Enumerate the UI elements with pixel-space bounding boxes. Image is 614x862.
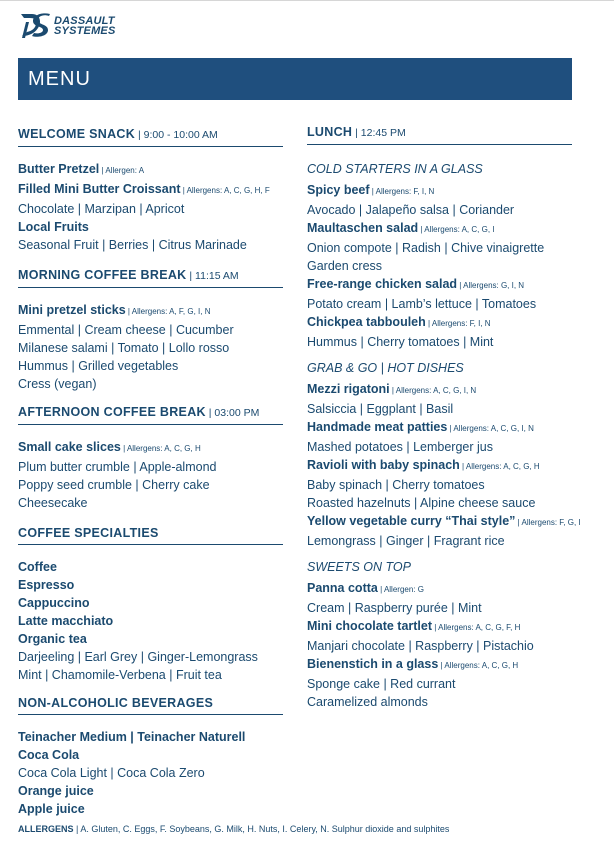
item-text: Plum butter crumble | Apple-almond [18, 460, 217, 474]
section-time: | 9:00 - 10:00 AM [135, 129, 218, 141]
menu-item [307, 219, 572, 239]
item-text: Cappuccino [18, 596, 90, 610]
section-title: MORNING COFFEE BREAK [18, 268, 187, 282]
menu-item-description [307, 400, 572, 418]
allergen-legend-text: | A. Gluten, C. Eggs, F. Soybeans, G. Milk, H. Nuts, I. Celery, N. Sulphur dioxide and sulphites [73, 824, 450, 834]
allergen-note: | Allergens: A, F, G, I, N [125, 307, 211, 316]
allergen-note: | Allergens: A, C, G, I [418, 225, 495, 234]
menu-item [307, 512, 581, 532]
item-text: Lemongrass | Ginger | Fragrant rice [307, 534, 505, 548]
allergen-note: | Allergen: A [99, 166, 145, 175]
item-text: Mezzi rigatoni [307, 382, 390, 396]
item-text: Coffee [18, 560, 57, 574]
section-divider [18, 424, 283, 425]
allergen-note: | Allergens: F, I, N [369, 187, 435, 196]
item-text: Spicy beef [307, 183, 370, 197]
item-text: Coca Cola Light | Coca Cola Zero [18, 766, 205, 780]
item-text: Caramelized almonds [307, 695, 428, 709]
menu-item-description [18, 666, 283, 684]
subsection-title: SWEETS ON TOP [307, 560, 411, 574]
allergen-note: | Allergens: A, C, G, H [120, 444, 201, 453]
menu-item [18, 160, 283, 180]
section-divider [18, 146, 283, 147]
brand-wordmark [54, 16, 116, 36]
item-text: Sponge cake | Red currant [307, 677, 456, 691]
item-text: Milanese salami | Tomato | Lollo rosso [18, 341, 230, 355]
section-time: | 11:15 AM [186, 270, 239, 282]
section-divider [18, 544, 283, 545]
section-divider [18, 287, 283, 288]
menu-item [307, 617, 572, 637]
menu-item-description [307, 239, 572, 257]
section-title: COFFEE SPECIALTIES [18, 526, 159, 540]
item-text: Orange juice [18, 784, 94, 798]
lunch-group [307, 559, 572, 711]
menu-item [307, 275, 572, 295]
allergen-note: | Allergens: A, C, G, H [459, 462, 540, 471]
section-heading [307, 124, 572, 141]
brand-line1: DASSAULT [54, 15, 115, 27]
item-text: Chocolate | Marzipan | Apricot [18, 202, 185, 216]
lunch-group [307, 161, 572, 351]
menu-item [307, 380, 572, 400]
item-text: Cheesecake [18, 496, 88, 510]
brand-line2: SYSTEMES [54, 25, 116, 37]
allergen-note: | Allergens: G, I, N [457, 281, 525, 290]
menu-item-description [307, 693, 572, 711]
menu-item-description [18, 236, 283, 254]
item-text: Maultaschen salad [307, 221, 419, 235]
item-text: Poppy seed crumble | Cherry cake [18, 478, 210, 492]
item-text: Manjari chocolate | Raspberry | Pistachio [307, 639, 534, 653]
section-heading [18, 695, 283, 711]
menu-section [18, 695, 283, 818]
item-text: Chickpea tabbouleh [307, 315, 426, 329]
item-text: Latte macchiato [18, 614, 114, 628]
menu-item-description [307, 532, 572, 550]
section-divider [18, 714, 283, 715]
menu-item-description [18, 648, 283, 666]
menu-item-description [307, 257, 572, 275]
top-divider [0, 0, 614, 1]
section-heading [18, 525, 283, 541]
section-time: | 12:45 PM [352, 127, 406, 139]
item-text: Hummus | Grilled vegetables [18, 359, 179, 373]
item-text: Bienenstich in a glass [307, 657, 439, 671]
section-title: AFTERNOON COFFEE BREAK [18, 405, 206, 419]
item-text: Mashed potatoes | Lemberger jus [307, 440, 493, 454]
item-text: Coca Cola [18, 748, 80, 762]
menu-item-description [307, 599, 572, 617]
menu-item [307, 313, 572, 333]
item-text: Roasted hazelnuts | Alpine cheese sauce [307, 496, 536, 510]
menu-item [18, 438, 283, 458]
menu-item [18, 218, 283, 236]
menu-item [18, 301, 283, 321]
section-title: WELCOME SNACK [18, 127, 136, 141]
item-text: Espresso [18, 578, 75, 592]
menu-section [18, 126, 283, 254]
menu-item-description [307, 637, 572, 655]
allergen-note: | Allergens: A, C, G, I, N [389, 386, 477, 395]
menu-item-description [18, 375, 283, 393]
menu-item [18, 800, 283, 818]
brand-logo [18, 8, 158, 42]
menu-item-description [307, 494, 572, 512]
menu-item-description [18, 476, 283, 494]
allergen-note: | Allergens: F, G, I [515, 518, 581, 527]
allergen-note: | Allergen: G [377, 585, 424, 594]
menu-item-description [18, 339, 283, 357]
menu-item [18, 594, 283, 612]
item-text: Free-range chicken salad [307, 277, 458, 291]
lunch-group [307, 360, 581, 550]
menu-item [307, 418, 572, 438]
menu-item [307, 579, 572, 599]
section-title: NON-ALCOHOLIC BEVERAGES [18, 696, 214, 710]
item-text: Panna cotta [307, 581, 378, 595]
menu-item [307, 655, 572, 675]
menu-item [18, 576, 283, 594]
ds-logo-icon [18, 10, 52, 42]
section-heading [18, 404, 283, 421]
menu-item-description [307, 201, 572, 219]
section-heading [18, 267, 283, 284]
item-text: Mint | Chamomile-Verbena | Fruit tea [18, 668, 222, 682]
item-text: Seasonal Fruit | Berries | Citrus Marinade [18, 238, 247, 252]
right-column [307, 124, 581, 711]
item-text: Apple juice [18, 802, 85, 816]
menu-item [18, 630, 283, 648]
item-text: Hummus | Cherry tomatoes | Mint [307, 335, 494, 349]
allergen-note: | Allergens: A, C, G, I, N [447, 424, 534, 433]
item-text: Garden cress [307, 259, 383, 273]
menu-item-description [18, 458, 283, 476]
subsection-title: COLD STARTERS IN A GLASS [307, 162, 483, 176]
menu-item [18, 782, 283, 800]
allergen-note: | Allergens: A, C, G, F, H [432, 623, 521, 632]
item-text: Onion compote | Radish | Chive vinaigrette [307, 241, 545, 255]
menu-item-description [307, 333, 572, 351]
allergen-note: | Allergens: A, C, G, H [438, 661, 519, 670]
item-text: Small cake slices [18, 440, 121, 454]
menu-item [18, 180, 283, 200]
allergen-legend-label: ALLERGENS [18, 824, 74, 834]
item-text: Handmade meat patties [307, 420, 448, 434]
item-text: Local Fruits [18, 220, 89, 234]
menu-item [18, 558, 283, 576]
menu-banner [18, 58, 572, 100]
menu-section [18, 525, 283, 684]
menu-section [18, 404, 283, 512]
item-text: Cress (vegan) [18, 377, 97, 391]
section-divider [307, 144, 572, 145]
menu-item [18, 728, 283, 746]
item-text: Teinacher Medium | Teinacher Naturell [18, 730, 246, 744]
item-text: Salsiccia | Eggplant | Basil [307, 402, 454, 416]
menu-section [18, 267, 283, 393]
item-text: Baby spinach | Cherry tomatoes [307, 478, 485, 492]
item-text: Avocado | Jalapeño salsa | Coriander [307, 203, 515, 217]
menu-item-description [18, 321, 283, 339]
menu-item [18, 746, 283, 764]
menu-item [307, 181, 572, 201]
section-heading [18, 126, 283, 143]
item-text: Mini chocolate tartlet [307, 619, 433, 633]
item-text: Darjeeling | Earl Grey | Ginger-Lemongrass [18, 650, 258, 664]
menu-item-description [307, 476, 572, 494]
menu-item [18, 612, 283, 630]
item-text: Cream | Raspberry purée | Mint [307, 601, 482, 615]
item-text: Filled Mini Butter Croissant [18, 182, 181, 196]
menu-item-description [18, 494, 283, 512]
menu-item-description [18, 357, 283, 375]
menu-item-description [18, 764, 283, 782]
item-text: Mini pretzel sticks [18, 303, 126, 317]
item-text: Ravioli with baby spinach [307, 458, 460, 472]
menu-item-description [307, 675, 572, 693]
section-time: | 03:00 PM [205, 407, 260, 419]
allergen-note: | Allergens: F, I, N [425, 319, 491, 328]
item-text: Emmental | Cream cheese | Cucumber [18, 323, 234, 337]
section-title: LUNCH [307, 125, 353, 139]
left-column [18, 126, 283, 818]
item-text: Yellow vegetable curry “Thai style” [307, 514, 516, 528]
allergen-note: | Allergens: A, C, G, H, F [180, 186, 270, 195]
menu-item-description [307, 295, 572, 313]
menu-item-description [18, 200, 283, 218]
item-text: Organic tea [18, 632, 87, 646]
menu-item [307, 456, 572, 476]
menu-item-description [307, 438, 572, 456]
allergen-legend [18, 824, 449, 834]
item-text: Butter Pretzel [18, 162, 100, 176]
item-text: Potato cream | Lamb’s lettuce | Tomatoes [307, 297, 537, 311]
subsection-title: GRAB & GO | HOT DISHES [307, 361, 464, 375]
menu-title: MENU [28, 68, 91, 90]
